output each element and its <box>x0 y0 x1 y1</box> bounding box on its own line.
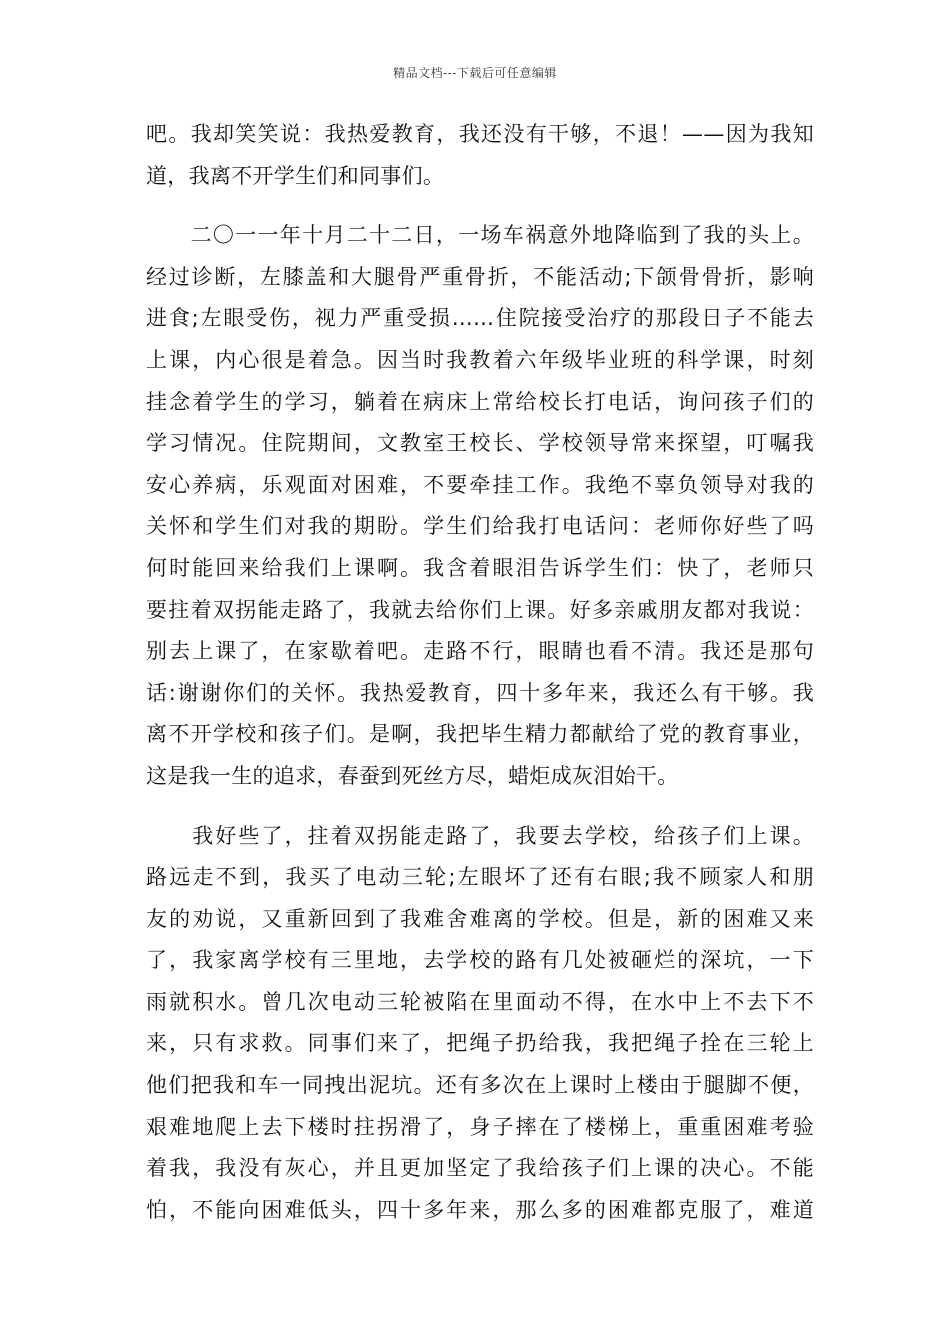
text-line: 来，只有求救。同事们来了，把绳子扔给我，我把绳子拴在三轮上 <box>146 1031 814 1056</box>
paragraph-2 <box>146 215 814 797</box>
text-line: 友的劝说，又重新回到了我难舍难离的学校。但是，新的困难又来 <box>146 906 814 931</box>
text-line: 雨就积水。曾几次电动三轮被陷在里面动不得，在水中上不去下不 <box>146 989 814 1014</box>
text-line: 安心养病，乐观面对困难，不要牵挂工作。我绝不辜负领导对我的 <box>146 472 814 497</box>
paragraph-spacer <box>146 197 814 215</box>
text-line: 了，我家离学校有三里地，去学校的路有几处被砸烂的深坑，一下 <box>146 948 814 973</box>
text-line: 道，我离不开学生们和同事们。 <box>146 163 445 188</box>
paragraph-3 <box>146 816 814 1232</box>
text-line: 关怀和学生们对我的期盼。学生们给我打电话问：老师你好些了吗 <box>146 514 814 539</box>
paragraph-spacer <box>146 798 814 816</box>
text-line: 吧。我却笑笑说：我热爱教育，我还没有干够，不退！——因为我知 <box>146 122 814 146</box>
text-line: 别去上课了，在家歇着吧。走路不行，眼睛也看不清。我还是那句 <box>146 639 814 664</box>
text-line: 这是我一生的追求，春蚕到死丝方尽，蜡炬成灰泪始干。 <box>146 763 679 788</box>
text-line: 二〇一一年十月二十二日，一场车祸意外地降临到了我的头上。 <box>146 223 814 248</box>
document-body <box>146 114 814 1231</box>
text-line: 离不开学校和孩子们。是啊，我把毕生精力都献给了党的教育事业， <box>146 722 814 747</box>
text-line: 话:谢谢你们的关怀。我热爱教育，四十多年来，我还么有干够。我 <box>146 680 814 705</box>
text-line: 艰难地爬上去下楼时拄拐滑了，身子摔在了楼梯上，重重困难考验 <box>146 1114 814 1139</box>
page-header: 精品文档---下载后可任意编辑 <box>393 66 557 80</box>
text-line: 进食;左眼受伤，视力严重受损……住院接受治疗的那段日子不能去 <box>146 306 814 331</box>
text-line: 上课，内心很是着急。因当时我教着六年级毕业班的科学课，时刻 <box>146 347 814 372</box>
text-line: 怕，不能向困难低头，四十多年来，那么多的困难都克服了，难道 <box>146 1197 814 1222</box>
text-line: 着我，我没有灰心，并且更加坚定了我给孩子们上课的决心。不能 <box>146 1156 814 1181</box>
text-line: 路远走不到，我买了电动三轮;左眼坏了还有右眼;我不顾家人和朋 <box>146 865 814 890</box>
text-line: 挂念着学生的学习，躺着在病床上常给校长打电话，询问孩子们的 <box>146 389 814 414</box>
text-line: 经过诊断，左膝盖和大腿骨严重骨折，不能活动;下颌骨骨折，影响 <box>146 264 814 289</box>
paragraph-1 <box>146 114 814 197</box>
text-line: 何时能回来给我们上课啊。我含着眼泪告诉学生们：快了，老师只 <box>146 555 814 580</box>
text-line: 要拄着双拐能走路了，我就去给你们上课。好多亲戚朋友都对我说： <box>146 597 814 622</box>
text-line: 他们把我和车一同拽出泥坑。还有多次在上课时上楼由于腿脚不便， <box>146 1073 814 1098</box>
text-line: 我好些了，拄着双拐能走路了，我要去学校，给孩子们上课。 <box>146 823 814 848</box>
text-line: 学习情况。住院期间，文教室王校长、学校领导常来探望，叮嘱我 <box>146 431 814 456</box>
